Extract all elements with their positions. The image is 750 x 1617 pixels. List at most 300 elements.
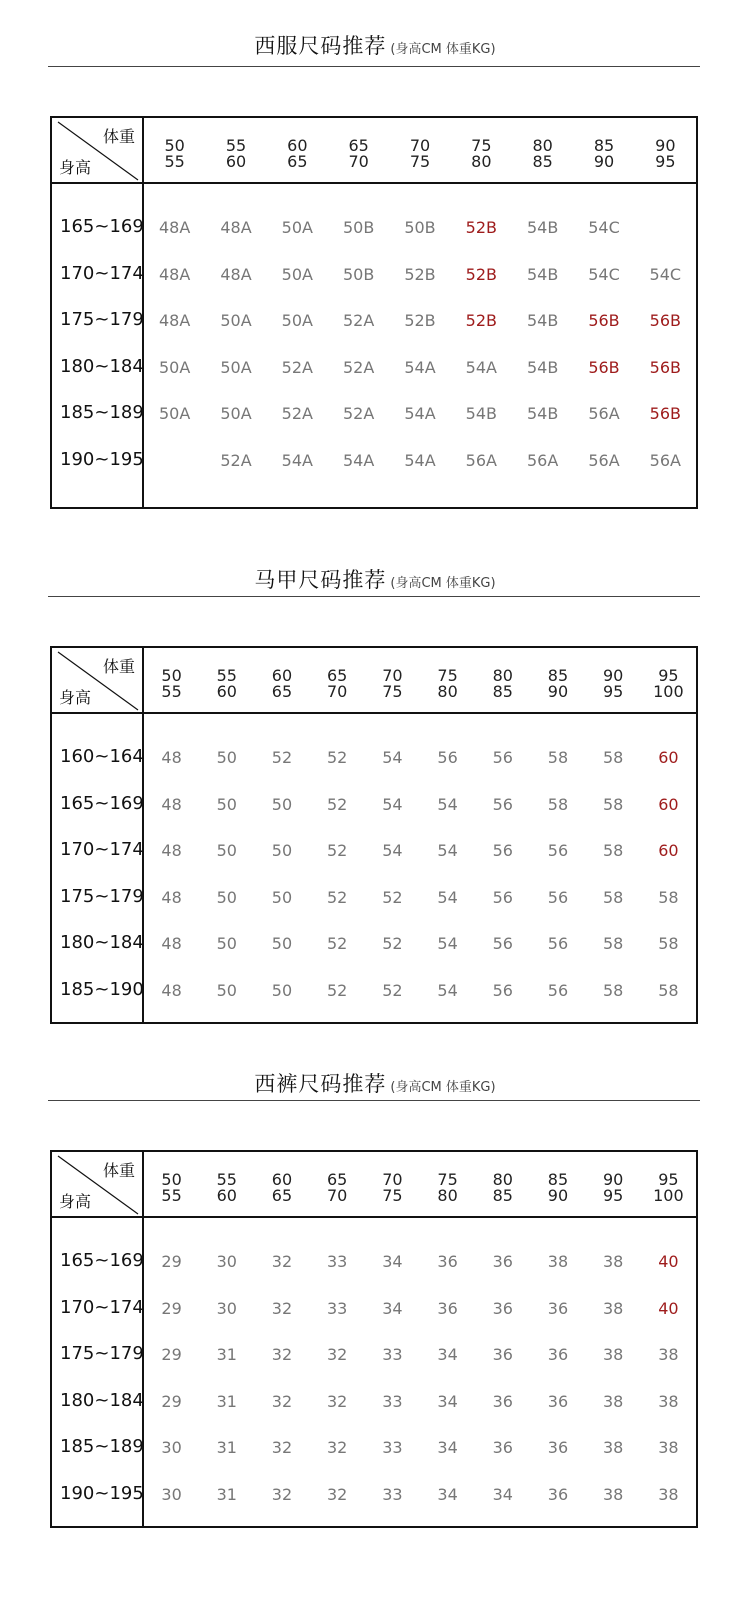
pants-size-cell: 38: [603, 1298, 624, 1318]
pants-weight-column-header: [144, 1172, 199, 1204]
suit-size-cell: 52B: [465, 264, 497, 284]
suit-size-cell: 52A: [343, 404, 375, 423]
pants-size-cell: 29: [161, 1345, 182, 1364]
pants-height-row-label: 175~179: [60, 1343, 144, 1364]
suit-subtitle: (身高CM 体重KG): [390, 42, 496, 57]
pants-size-cell: 32: [271, 1298, 293, 1318]
pants-weight-max: 65: [271, 1186, 293, 1205]
pants-size-cell: 29: [161, 1252, 182, 1271]
pants-size-cell: 34: [382, 1252, 403, 1271]
suit-weight-min: 60: [287, 136, 308, 155]
vest-size-cell: 50: [216, 980, 237, 1000]
vest-weight-min: 95: [658, 666, 679, 685]
vest-size-cell: 54: [382, 748, 403, 767]
pants-size-cell: 36: [437, 1298, 458, 1318]
pants-size-section: [0, 1068, 750, 1538]
suit-size-cell: 52A: [281, 357, 313, 377]
vest-size-cell: 50: [271, 794, 293, 814]
pants-height-row-label: 165~169: [60, 1250, 144, 1271]
pants-weight-max: 70: [327, 1186, 348, 1205]
pants-weight-column-header: [420, 1172, 475, 1204]
suit-height-row-label: 165~169: [60, 216, 144, 237]
vest-size-cell: 54: [437, 980, 458, 1000]
vest-size-cell: 48: [161, 887, 182, 907]
vest-weight-column-header: [365, 668, 420, 700]
suit-weight-min: 70: [409, 136, 431, 155]
vest-size-cell: 56: [492, 794, 513, 814]
pants-weight-max: 75: [382, 1186, 403, 1205]
suit-size-cell: 52A: [220, 450, 252, 470]
pants-size-cell: 31: [216, 1391, 237, 1411]
suit-weight-max: 70: [348, 152, 369, 171]
vest-weight-max: 55: [161, 682, 182, 701]
vest-size-cell: 56: [437, 748, 458, 767]
pants-size-cell: 36: [547, 1345, 569, 1364]
pants-size-cell: 30: [161, 1484, 182, 1504]
suit-size-cell: 50A: [159, 404, 191, 423]
vest-corner-weight-label: 体重: [102, 657, 135, 676]
pants-weight-column-header: [310, 1172, 365, 1204]
suit-size-cell: 52B: [465, 311, 497, 330]
suit-size-cell: 48A: [159, 264, 191, 284]
vest-size-cell: 58: [603, 980, 624, 1000]
suit-size-table: [50, 116, 698, 509]
suit-size-cell: 54C: [588, 264, 620, 284]
vest-weight-max: 70: [327, 682, 348, 701]
suit-size-cell: 56B: [649, 404, 681, 423]
pants-weight-min: 95: [658, 1170, 679, 1189]
suit-size-cell: 50A: [159, 357, 191, 377]
vest-size-cell: 52: [382, 980, 403, 1000]
pants-size-cell: 30: [216, 1298, 237, 1318]
pants-weight-max: 100: [653, 1186, 684, 1205]
vest-title-text: 马甲尺码推荐: [254, 568, 387, 592]
suit-size-cell: 52B: [404, 311, 436, 330]
pants-size-cell: 31: [216, 1484, 237, 1504]
pants-title-divider: [48, 1100, 700, 1101]
suit-size-cell: 56A: [588, 450, 620, 470]
vest-size-cell: 48: [161, 934, 182, 953]
vest-size-cell: 52: [382, 887, 403, 907]
vest-weight-min: 80: [492, 666, 513, 685]
suit-corner-header: [52, 118, 144, 184]
vest-size-cell: 58: [547, 748, 569, 767]
suit-size-cell: 48A: [159, 311, 191, 330]
pants-weight-min: 90: [603, 1170, 624, 1189]
vest-size-cell: 50: [271, 934, 293, 953]
suit-size-cell: 56B: [649, 357, 681, 377]
pants-size-cell: 36: [492, 1298, 513, 1318]
vest-size-cell: 48: [161, 980, 182, 1000]
vest-height-row-label: 165~169: [60, 792, 144, 814]
vest-weight-max: 90: [547, 682, 569, 701]
vest-size-cell: 50: [271, 980, 293, 1000]
pants-weight-min: 60: [271, 1170, 293, 1189]
vest-weight-column-header: [199, 668, 254, 700]
vest-size-cell: 56: [547, 934, 569, 953]
pants-weight-max: 80: [437, 1186, 458, 1205]
suit-size-cell: 50B: [404, 218, 436, 237]
suit-weight-max: 95: [655, 152, 676, 171]
suit-weight-column-header: [635, 138, 696, 170]
pants-size-cell: 36: [547, 1391, 569, 1411]
pants-weight-min: 85: [547, 1170, 569, 1189]
vest-weight-max: 100: [653, 682, 684, 701]
pants-weight-max: 95: [603, 1186, 624, 1205]
vest-weight-min: 55: [216, 666, 237, 685]
suit-size-cell: 48A: [220, 218, 252, 237]
suit-size-cell: 54B: [526, 311, 559, 330]
vest-height-row-label: 160~164: [60, 746, 144, 767]
vest-size-cell: 54: [437, 887, 458, 907]
pants-size-cell: 32: [327, 1438, 348, 1457]
pants-size-cell: 31: [216, 1345, 237, 1364]
suit-size-cell: 56A: [465, 450, 497, 470]
pants-size-cell: 38: [603, 1345, 624, 1364]
vest-weight-min: 50: [161, 666, 182, 685]
vest-title-divider: [48, 596, 700, 597]
suit-size-cell: 54C: [649, 264, 682, 284]
suit-height-row-label: 175~179: [60, 309, 144, 330]
vest-size-cell: 60: [658, 748, 679, 767]
vest-size-cell: 60: [658, 794, 679, 814]
vest-size-cell: 48: [161, 748, 182, 767]
suit-weight-column-header: [389, 138, 450, 170]
vest-size-cell: 56: [492, 841, 513, 860]
pants-height-row-label: 185~189: [60, 1436, 144, 1457]
vest-weight-column-header: [586, 668, 641, 700]
pants-weight-max: 55: [161, 1186, 182, 1205]
vest-weight-min: 85: [547, 666, 569, 685]
suit-size-cell: 56A: [527, 450, 559, 470]
suit-size-cell: 52A: [343, 357, 375, 377]
vest-size-cell: 48: [161, 794, 182, 814]
pants-size-cell: 38: [658, 1391, 679, 1411]
pants-size-cell: 38: [603, 1252, 624, 1271]
vest-size-cell: 60: [658, 841, 679, 860]
suit-height-row-label: 190~195: [60, 448, 144, 470]
pants-size-cell: 38: [547, 1252, 569, 1271]
suit-title-text: 西服尺码推荐: [254, 34, 387, 58]
pants-weight-min: 55: [216, 1170, 237, 1189]
suit-size-cell: 56B: [588, 357, 620, 377]
pants-size-cell: 34: [437, 1484, 458, 1504]
pants-size-cell: 36: [492, 1252, 513, 1271]
suit-weight-min: 65: [348, 136, 369, 155]
pants-size-cell: 36: [492, 1438, 513, 1457]
pants-size-cell: 32: [327, 1345, 348, 1364]
pants-weight-min: 50: [161, 1170, 182, 1189]
pants-size-cell: 34: [437, 1345, 458, 1364]
suit-size-cell: 56A: [649, 450, 681, 470]
vest-subtitle: (身高CM 体重KG): [390, 576, 496, 591]
suit-size-cell: 54B: [526, 218, 559, 237]
vest-weight-max: 85: [492, 682, 513, 701]
vest-weight-min: 60: [271, 666, 293, 685]
suit-weight-max: 65: [287, 152, 308, 171]
vest-weight-max: 75: [382, 682, 403, 701]
vest-title: [0, 564, 750, 594]
pants-weight-column-header: [199, 1172, 254, 1204]
suit-size-cell: 54A: [404, 357, 436, 377]
suit-weight-min: 50: [164, 136, 185, 155]
vest-size-cell: 56: [492, 887, 513, 907]
suit-size-cell: 48A: [159, 218, 191, 237]
vest-weight-column-header: [530, 668, 585, 700]
pants-size-cell: 36: [547, 1438, 569, 1457]
pants-size-cell: 38: [603, 1391, 624, 1411]
vest-size-cell: 56: [492, 934, 513, 953]
pants-size-cell: 32: [271, 1252, 293, 1271]
suit-weight-column-header: [267, 138, 328, 170]
suit-weight-max: 90: [593, 152, 615, 171]
suit-weight-max: 60: [225, 152, 247, 171]
pants-size-cell: 29: [161, 1391, 182, 1411]
vest-height-row-label: 175~179: [60, 885, 144, 907]
pants-weight-column-header: [586, 1172, 641, 1204]
vest-weight-column-header: [641, 668, 696, 700]
pants-weight-max: 85: [492, 1186, 513, 1205]
vest-corner-height-label: 身高: [59, 688, 92, 707]
vest-size-cell: 54: [437, 794, 458, 814]
pants-subtitle: (身高CM 体重KG): [390, 1080, 496, 1095]
pants-size-cell: 40: [658, 1252, 679, 1271]
suit-height-row-label: 185~189: [60, 402, 144, 423]
suit-size-cell: 52B: [404, 264, 436, 284]
suit-weight-min: 80: [532, 136, 553, 155]
pants-weight-min: 70: [382, 1170, 403, 1189]
vest-size-cell: 50: [271, 887, 293, 907]
suit-size-section: [0, 30, 750, 530]
suit-weight-min: 90: [655, 136, 676, 155]
pants-size-cell: 32: [271, 1438, 293, 1457]
pants-size-cell: 30: [161, 1438, 182, 1457]
pants-size-cell: 33: [327, 1298, 348, 1318]
vest-weight-header-row: [144, 648, 696, 714]
pants-title-text: 西裤尺码推荐: [254, 1072, 387, 1096]
vest-size-cell: 56: [492, 980, 513, 1000]
pants-weight-max: 90: [547, 1186, 569, 1205]
pants-size-cell: 34: [382, 1298, 403, 1318]
vest-size-cell: 58: [603, 841, 624, 860]
vest-size-cell: 50: [271, 841, 293, 860]
suit-size-cell: 54A: [281, 450, 313, 470]
suit-size-cell: 56B: [588, 311, 620, 330]
vest-weight-column-header: [144, 668, 199, 700]
suit-size-cell: 56A: [588, 404, 620, 423]
vest-height-row-label: 180~184: [60, 932, 144, 953]
pants-weight-column-header: [475, 1172, 530, 1204]
vest-size-cell: 54: [437, 934, 458, 953]
vest-weight-column-header: [475, 668, 530, 700]
pants-size-cell: 33: [327, 1252, 348, 1271]
vest-size-cell: 52: [327, 887, 348, 907]
vest-corner-header: [52, 648, 144, 714]
vest-size-table: [50, 646, 698, 1024]
suit-size-cell: 48A: [220, 264, 252, 284]
suit-size-cell: 54A: [404, 450, 436, 470]
pants-size-cell: 32: [271, 1345, 293, 1364]
suit-size-cell: 56B: [649, 311, 681, 330]
pants-height-row-label: 190~195: [60, 1482, 144, 1504]
vest-weight-min: 65: [327, 666, 348, 685]
vest-size-cell: 50: [216, 887, 237, 907]
pants-size-cell: 32: [271, 1484, 293, 1504]
pants-size-cell: 38: [658, 1345, 679, 1364]
suit-corner-height-label: 身高: [59, 158, 92, 177]
suit-weight-min: 85: [593, 136, 615, 155]
vest-size-cell: 52: [327, 934, 348, 953]
vest-weight-max: 65: [271, 682, 293, 701]
vest-size-cell: 50: [216, 934, 237, 953]
pants-size-cell: 33: [382, 1391, 403, 1411]
suit-size-cell: 54C: [588, 218, 620, 237]
suit-size-cell: 52A: [343, 311, 375, 330]
pants-height-row-label: 170~174: [60, 1296, 144, 1318]
pants-size-cell: 31: [216, 1438, 237, 1457]
pants-weight-min: 65: [327, 1170, 348, 1189]
vest-height-row-label: 185~190: [60, 978, 144, 1000]
pants-weight-column-header: [641, 1172, 696, 1204]
pants-size-cell: 33: [382, 1438, 403, 1457]
pants-size-cell: 32: [327, 1391, 348, 1411]
pants-size-cell: 32: [327, 1484, 348, 1504]
vest-weight-column-header: [254, 668, 309, 700]
suit-weight-column-header: [328, 138, 389, 170]
vest-size-section: [0, 564, 750, 1034]
suit-weight-max: 80: [471, 152, 492, 171]
vest-size-cell: 52: [327, 748, 348, 767]
suit-size-cell: 54B: [526, 264, 559, 284]
vest-weight-max: 60: [216, 682, 237, 701]
vest-size-cell: 50: [216, 841, 237, 860]
suit-weight-column-header: [451, 138, 512, 170]
vest-size-cell: 52: [327, 794, 348, 814]
suit-size-cell: 50A: [281, 264, 313, 284]
pants-corner-height-label: 身高: [59, 1192, 92, 1211]
vest-size-cell: 56: [547, 841, 569, 860]
pants-size-cell: 32: [271, 1391, 293, 1411]
vest-size-cell: 52: [327, 841, 348, 860]
vest-size-cell: 58: [547, 794, 569, 814]
suit-size-cell: 54A: [343, 450, 375, 470]
vest-size-cell: 58: [603, 794, 624, 814]
vest-size-cell: 50: [216, 794, 237, 814]
pants-size-cell: 33: [382, 1484, 403, 1504]
suit-corner-weight-label: 体重: [102, 127, 135, 146]
pants-size-cell: 29: [161, 1298, 182, 1318]
vest-size-cell: 58: [658, 887, 679, 907]
vest-weight-column-header: [420, 668, 475, 700]
vest-height-row-label: 170~174: [60, 839, 144, 860]
pants-weight-column-header: [254, 1172, 309, 1204]
vest-size-cell: 54: [382, 841, 403, 860]
pants-title: [0, 1068, 750, 1098]
suit-weight-column-header: [205, 138, 266, 170]
vest-size-cell: 56: [492, 748, 513, 767]
pants-weight-min: 80: [492, 1170, 513, 1189]
suit-size-cell: 54B: [526, 404, 559, 423]
vest-weight-column-header: [310, 668, 365, 700]
pants-size-cell: 36: [492, 1345, 513, 1364]
vest-weight-max: 80: [437, 682, 458, 701]
vest-size-cell: 58: [603, 887, 624, 907]
vest-size-cell: 58: [603, 934, 624, 953]
vest-weight-min: 75: [437, 666, 458, 685]
pants-corner-header: [52, 1152, 144, 1218]
suit-size-cell: 50B: [342, 264, 375, 284]
suit-size-cell: 50A: [281, 311, 313, 330]
vest-size-cell: 56: [547, 980, 569, 1000]
suit-size-cell: 54B: [526, 357, 559, 377]
vest-size-cell: 52: [271, 748, 293, 767]
pants-weight-max: 60: [216, 1186, 237, 1205]
pants-size-cell: 36: [547, 1298, 569, 1318]
suit-title-divider: [48, 66, 700, 67]
suit-weight-max: 55: [164, 152, 185, 171]
vest-size-cell: 56: [547, 887, 569, 907]
suit-weight-column-header: [573, 138, 634, 170]
suit-weight-column-header: [512, 138, 573, 170]
suit-size-cell: 50B: [342, 218, 375, 237]
pants-weight-min: 75: [437, 1170, 458, 1189]
pants-size-table: [50, 1150, 698, 1528]
suit-size-cell: 54A: [404, 404, 436, 423]
vest-size-cell: 54: [382, 794, 403, 814]
suit-weight-column-header: [144, 138, 205, 170]
suit-title: [0, 30, 750, 60]
suit-weight-min: 55: [225, 136, 247, 155]
pants-size-cell: 38: [658, 1438, 679, 1457]
pants-size-cell: 34: [437, 1438, 458, 1457]
vest-weight-min: 90: [603, 666, 624, 685]
vest-size-cell: 58: [658, 934, 679, 953]
pants-size-cell: 36: [437, 1252, 458, 1271]
pants-size-cell: 36: [492, 1391, 513, 1411]
suit-size-cell: 52A: [281, 404, 313, 423]
suit-size-cell: 50A: [281, 218, 313, 237]
suit-height-row-label: 170~174: [60, 262, 144, 284]
vest-size-cell: 52: [382, 934, 403, 953]
pants-size-cell: 38: [603, 1438, 624, 1457]
suit-height-row-label: 180~184: [60, 355, 144, 377]
pants-size-cell: 34: [437, 1391, 458, 1411]
vest-size-cell: 58: [603, 748, 624, 767]
vest-weight-min: 70: [382, 666, 403, 685]
pants-size-cell: 30: [216, 1252, 237, 1271]
pants-size-cell: 38: [603, 1484, 624, 1504]
vest-size-cell: 50: [216, 748, 237, 767]
pants-size-cell: 34: [492, 1484, 513, 1504]
pants-size-cell: 40: [658, 1298, 679, 1318]
pants-size-cell: 36: [547, 1484, 569, 1504]
suit-size-cell: 50A: [220, 311, 252, 330]
pants-size-cell: 38: [658, 1484, 679, 1504]
suit-size-cell: 50A: [220, 357, 252, 377]
pants-size-cell: 33: [382, 1345, 403, 1364]
pants-weight-column-header: [365, 1172, 420, 1204]
pants-height-row-label: 180~184: [60, 1389, 144, 1411]
suit-weight-max: 75: [409, 152, 431, 171]
vest-weight-max: 95: [603, 682, 624, 701]
vest-size-cell: 54: [437, 841, 458, 860]
suit-size-cell: 54B: [465, 404, 497, 423]
suit-weight-header-row: [144, 118, 696, 184]
pants-weight-column-header: [530, 1172, 585, 1204]
vest-size-cell: 48: [161, 841, 182, 860]
vest-size-cell: 52: [327, 980, 348, 1000]
suit-size-cell: 54A: [465, 357, 497, 377]
